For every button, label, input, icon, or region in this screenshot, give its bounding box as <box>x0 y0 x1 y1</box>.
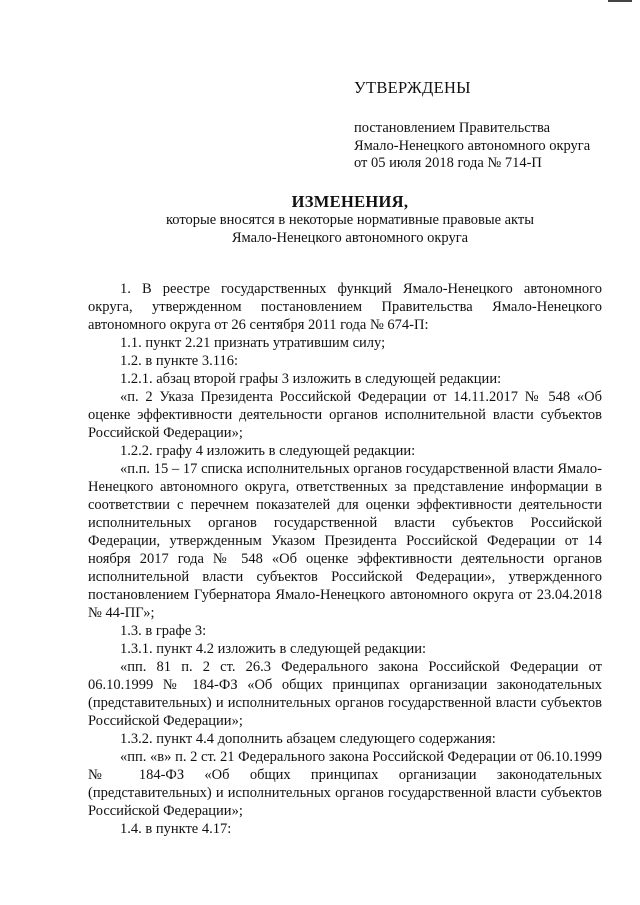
body-paragraph: «пп. «в» п. 2 ст. 21 Федерального закона Российской Федерации от 06.10.1999 № 184-ФЗ «Об общих принципах организации законодательных (представительных) и исполнительных органов государственной власти субъектов Российской Федерации»; <box>88 749 602 819</box>
document-title: ИЗМЕНЕНИЯ, <box>291 192 409 211</box>
document-body <box>88 280 602 838</box>
approval-block <box>354 78 624 173</box>
approval-heading: УТВЕРЖДЕНЫ <box>354 78 471 97</box>
body-paragraph: 1.4. в пункте 4.17: <box>120 821 232 837</box>
body-paragraph: 1.3. в графе 3: <box>120 623 207 639</box>
approval-line: от 05 июля 2018 года № 714-П <box>354 155 542 171</box>
body-paragraph: «пп. 81 п. 2 ст. 26.3 Федерального закона Российской Федерации от 06.10.1999 № 184-ФЗ «Об общих принципах организации законодательных (представительных) и исполнительных органов государственной власти субъектов Российской Федерации»; <box>88 659 602 729</box>
document-subtitle-line: которые вносятся в некоторые нормативные правовые акты <box>165 212 534 228</box>
body-paragraph: 1.2.1. абзац второй графы 3 изложить в следующей редакции: <box>120 371 502 387</box>
body-paragraph: 1.3.2. пункт 4.4 дополнить абзацем следующего содержания: <box>120 731 496 747</box>
document-subtitle-line: Ямало-Ненецкого автономного округа <box>231 230 469 246</box>
approval-line: Ямало-Ненецкого автономного округа <box>354 137 591 154</box>
body-paragraph: «п.п. 15 – 17 списка исполнительных органов государственной власти Ямало-Ненецкого автономного округа, ответственных за представление информации в соответствии с перечнем показателей для оценки эффективности деятельности исполнительных органов государственной власти субъектов Российской Федерации, утвержденным Указом Президента Российской Федерации от 14 ноября 2017 года № 548 «Об оценке эффективности деятельности органов исполнительной власти субъектов Российской Федерации», утвержденного постановлением Губернатора Ямало-Ненецкого автономного округа от 23.04.2018 № 44-ПГ»; <box>88 461 602 621</box>
body-paragraph: 1.2.2. графу 4 изложить в следующей редакции: <box>120 443 416 459</box>
scan-edge-mark <box>608 0 632 2</box>
body-paragraph: 1.2. в пункте 3.116: <box>120 353 238 369</box>
body-paragraph: 1.1. пункт 2.21 признать утратившим силу; <box>120 335 386 351</box>
body-paragraph: «п. 2 Указа Президента Российской Федерации от 14.11.2017 № 548 «Об оценке эффективности деятельности органов исполнительной власти субъектов Российской Федерации»; <box>88 389 602 441</box>
body-paragraph: 1.3.1. пункт 4.2 изложить в следующей редакции: <box>120 641 427 657</box>
body-paragraph: 1. В реестре государственных функций Ямало-Ненецкого автономного округа, утвержденном постановлением Правительства Ямало-Ненецкого автономного округа от 26 сентября 2011 года № 674-П: <box>88 281 602 333</box>
title-block <box>88 192 612 247</box>
approval-line: постановлением Правительства <box>354 120 551 136</box>
